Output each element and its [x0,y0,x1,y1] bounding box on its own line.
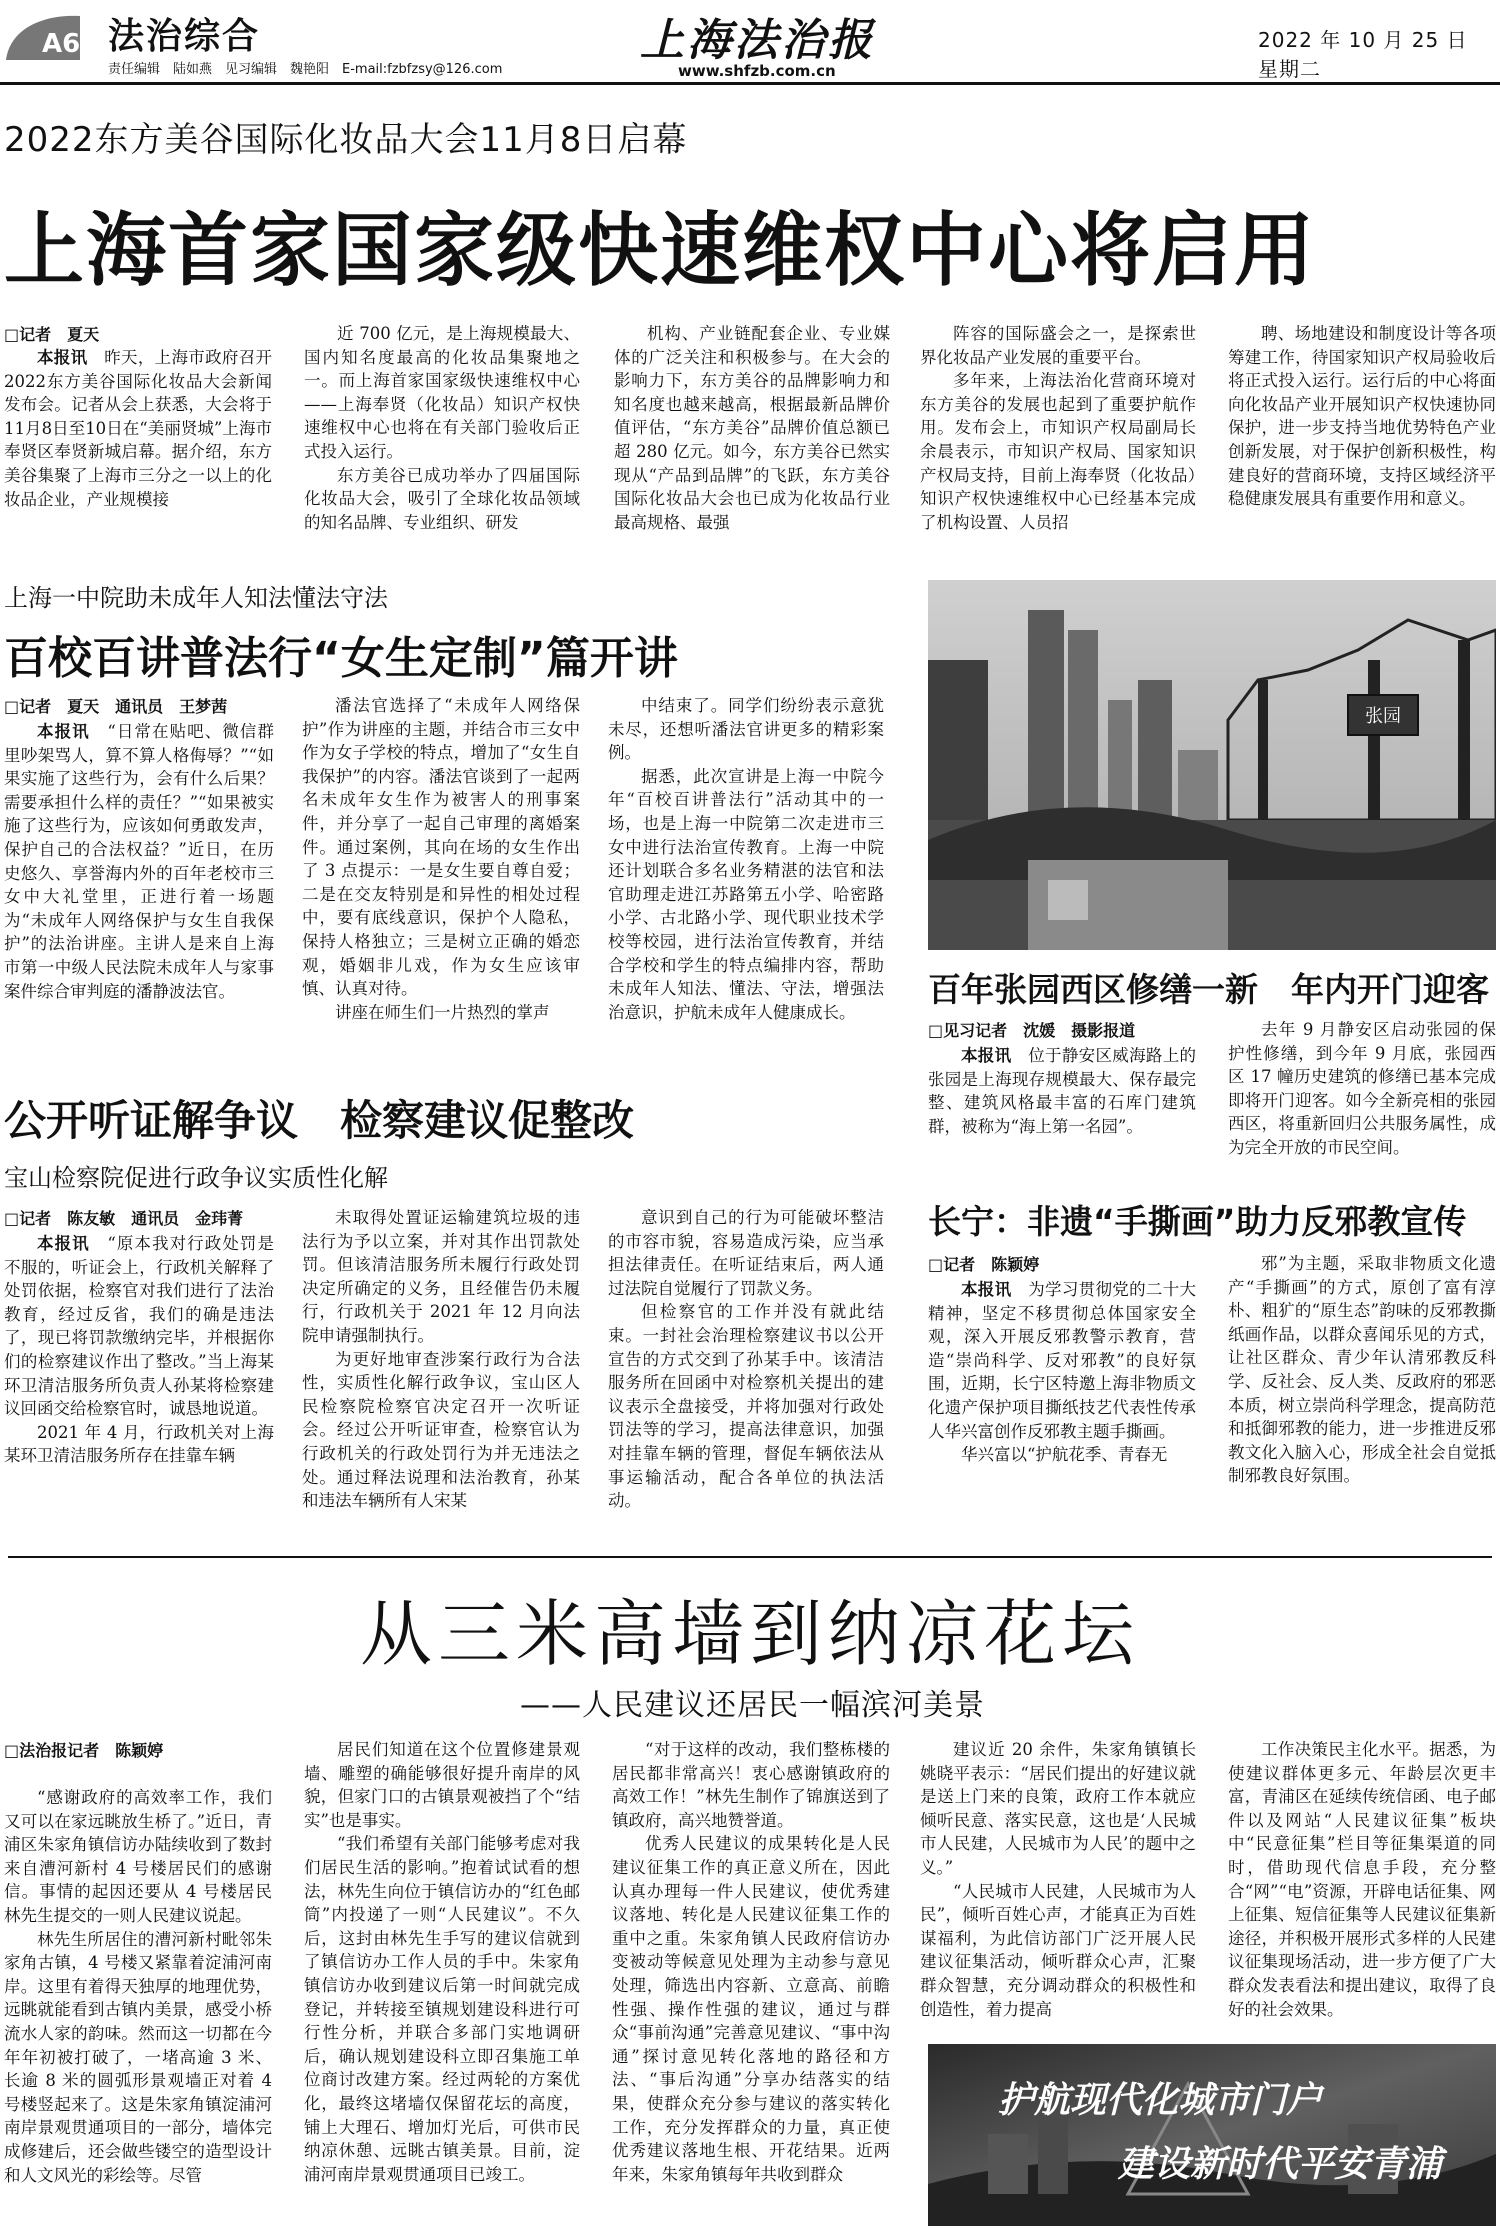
page-number: A6 [42,29,81,59]
article5-col1: 本报讯 为学习贯彻党的二十大精神，坚定不移贯彻总体国家安全观，深入开展反邪教警示教育，营造“崇尚科学、反对邪教”的良好氛围，近期，长宁区特邀上海非物质文化遗产保护项目撕纸技艺代表性传承人华兴富创作反邪教主题手撕画。 华兴富以“护航花季、青春无 [928,1280,1196,1465]
article6-col5: 工作决策民主化水平。据悉，为使建议群体更多元、年龄层次更丰富，青浦区在延续传统信函、电子邮件以及网站“人民建议征集”板块中“民意征集”栏目等征集渠道的同时，借助现代信息手段，充分整合“网”“电”资源，开辟电话征集、网上征集、短信征集等人民建议征集新途径，并积极开展形式多样的人民建议征集现场活动，进一步方便了广大群众发表看法和提出建议，取得了良好的社会效果。 [1228,1740,1496,2019]
article2-kicker: 上海一中院助未成年人知法懂法守法 [4,584,388,612]
article2-col1: 本报讯 “日常在贴吧、微信群里吵架骂人，算不算人格侮辱？”“如果实施了这些行为，会有什么后果？需要承担什么样的责任？”“如果被实施了这些行为，应该如何勇敢发声，保护自己的合法权益？”近日，在历史悠久、享誉海内外的百年老校市三女中大礼堂里，正进行着一场题为“未成年人网络保护与女生自我保护”的法治讲座。主讲人是来自上海市第一中级人民法院未成年人与家事案件综合审判庭的潘静波法官。 [4,722,274,1001]
article2-col2: 潘法官选择了“未成年人网络保护”作为讲座的主题，并结合市三女中作为女子学校的特点，增加了“女生自我保护”的内容。潘法官谈到了一起两名未成年女生作为被害人的刑事案件，并分享了一起自己审理的离婚案件。通过案例，其向在场的女生作出了 3 点提示：一是女生要自尊自爱；二是在交友特别是和异性的相处过程中，要有底线意识，保护个人隐私，保持人格独立；三是树立正确的婚恋观，婚姻非儿戏，作为女生应该审慎、认真对待。 讲座在师生们一片热烈的掌声 [302,696,580,1022]
article1-kicker: 2022东方美谷国际化妆品大会11月8日启幕 [4,120,688,160]
article6-col1: “感谢政府的高效率工作，我们又可以在家远眺放生桥了。”近日，青浦区朱家角镇信访办陆续收到了数封来自漕河新村 4 号楼居民们的感谢信。事情的起因还要从 4 号楼居民林先生提交的一则人民建议说起。 林先生所居住的漕河新村毗邻朱家角古镇，4 号楼又紧靠着淀浦河南岸。这里有着得天独厚的地理优势，远眺就能看到古镇内美景，感受小桥流水人家的韵味。然而这一切都在今年年初被打破了，一堵高逾 3 米、长逾 8 米的圆弧形景观墙正对着 4 号楼竖起来了。这是朱家角镇淀浦河南岸景观贯通项目的一部分，墙体完成修建后，还会做些镂空的造型设计和人文风光的彩绘等。尽管 [4,1788,272,2185]
article4-col1: 本报讯 位于静安区威海路上的张园是上海现存规模最大、保存最完整、建筑风格最丰富的石库门建筑群，被称为“海上第一名园”。 [928,1046,1196,1136]
article1-col5: 聘、场地建设和制度设计等各项筹建工作，待国家知识产权局验收后将正式投入运行。运行后的中心将面向化妆品产业开展知识产权快速协同保护，进一步支持当地优势特色产业创新发展，对于保护创新积极性，构建良好的营商环境，支持区域经济平稳健康发展具有重要作用和意义。 [1228,324,1496,509]
article3-subtitle: 宝山检察院促进行政争议实质性化解 [4,1164,388,1192]
article2-byline: □记者 夏天 通讯员 王梦茜 [4,697,228,716]
article1-byline: □记者 夏天 [4,325,100,344]
page-number-badge [4,12,82,64]
article3-col2: 未取得处置证运输建筑垃圾的违法行为予以立案，并对其作出罚款处罚。但该清洁服务所未履行行政处罚决定所确定的义务，且经催告仍未履行，行政机关于 2021 年 12 月向法院申请强制执行。 为更好地审查涉案行政行为合法性，实质性化解行政争议，宝山区人民检察院检察官决定召开一次听证会。经过公开听证审查，检察官认为行政机关的行政处罚行为并无违法之处。通过释法说理和法治教育，孙某和违法车辆所有人宋某 [302,1208,580,1511]
article5-byline: □记者 陈颖婷 [928,1255,1040,1274]
article6-col2: 居民们知道在这个位置修建景观墙、雕塑的确能够很好提升南岸的风貌，但家门口的古镇景观被挡了个“结实”也是事实。 “我们希望有关部门能够考虑对我们居民生活的影响。”抱着试试看的想法，林先生向位于镇信访办的“红色邮筒”内投递了一则“人民建议”。不久后，这封由林先生手写的建议信就到了镇信访办工作人员的手中。朱家角镇信访办收到建议后第一时间就完成登记，并转接至镇规划建设科进行可行性分析，并联合多部门实地调研后，确认规划建设科立即召集施工单位商讨改建方案。经过两轮的方案优化，最终这堵墙仅保留花坛的高度，铺上大理石、增加灯光后，可供市民纳凉休憩、远眺古镇美景。目前，淀浦河南岸景观贯通项目已竣工。 [304,1740,580,2184]
article1-col1: 本报讯 昨天，上海市政府召开2022东方美谷国际化妆品大会新闻发布会。记者从会上获悉，大会将于11月8日至10日在“美丽贤城”上海市奉贤区奉贤新城启幕。据介绍，东方美谷集聚了上海市三分之一以上的化妆品企业，产业规模接 [4,348,272,509]
article3-col1: 本报讯 “原本我对行政处罚是不服的，听证会上，行政机关解释了处罚依据，检察官对我们进行了法治教育，经过反省，我们的确是违法了，现已将罚款缴纳完毕，并根据你们的检察建议作出了整改。”当上海某环卫清洁服务所负责人孙某将检察建议回函交给检察官时，诚恳地说道。 2021 年 4 月，行政机关对上海某环卫清洁服务所存在挂靠车辆 [4,1234,274,1466]
article4-byline: □见习记者 沈媛 摄影报道 [928,1021,1136,1040]
zhangyuan-photo [928,580,1496,950]
article4-col2: 去年 9 月静安区启动张园的保护性修缮，到今年 9 月底，张园西区 17 幢历史建筑的修缮已基本完成即将开门迎客。如今全新亮相的张园西区，将重新回归公共服务属性，成为完全开放的市民空间。 [1228,1020,1496,1157]
article2-title: 百校百讲普法行“女生定制”篇开讲 [4,633,678,684]
banner-line1: 护航现代化城市门户 [998,2080,1323,2121]
article1-col2: 近 700 亿元，是上海规模最大、国内知名度最高的化妆品集聚地之一。而上海首家国家级快速维权中心——上海奉贤（化妆品）知识产权快速维权中心也将在有关部门验收后正式投入运行。 东方美谷已成功举办了四届国际化妆品大会，吸引了全球化妆品领域的知名品牌、专业组织、研发 [304,324,580,532]
banner-line2: 建设新时代平安青浦 [1118,2144,1443,2185]
article2-col3: 中结束了。同学们纷纷表示意犹未尽，还想听潘法官讲更多的精彩案例。 据悉，此次宣讲是上海一中院今年“百校百讲普法行”活动其中的一场，也是上海一中院第二次走进市三女中进行法治宣传教育。上海一中院还计划联合多名业务精湛的法官和法官助理走进江苏路第五小学、哈密路小学、古北路小学、现代职业技术学校等校园，进行法治宣传教育，并结合学校和学生的特点编排内容，帮助未成年人知法、懂法、守法，增强法治意识，护航未成年人健康成长。 [608,696,884,1022]
article1-col4: 阵容的国际盛会之一，是探索世界化妆品产业发展的重要平台。 多年来，上海法治化营商环境对东方美谷的发展也起到了重要护航作用。发布会上，市知识产权局副局长余晨表示，市知识产权局、国家知识产权局支持，目前上海奉贤（化妆品）知识产权快速维权中心已经基本完成了机构设置、人员招 [920,324,1196,532]
article5-col2: 邪”为主题，采取非物质文化遗产“手撕画”的方式，原创了富有淳朴、粗犷的“原生态”韵味的反邪教撕纸画作品，以群众喜闻乐见的方式，让社区群众、青少年认清邪教反科学、反社会、反人类、反政府的邪恶本质，树立崇尚科学理念，提高防范和抵御邪教的能力，进一步推进反邪教文化入脑入心，形成全社会自觉抵制邪教良好氛围。 [1228,1254,1496,1486]
article1-title: 上海首家国家级快速维权中心将启用 [4,204,1316,297]
article3-col3: 意识到自己的行为可能破坏整洁的市容市貌，容易造成污染，应当承担法律责任。在听证结束后，两人通过法院自觉履行了罚款义务。 但检察官的工作并没有就此结束。一封社会治理检察建议书以公开宣告的方式交到了孙某手中。该清洁服务所在回函中对检察机关提出的建议表示全盘接受，并将加强对行政处罚法等的学习，提高法律意识，加强对挂靠车辆的管理，督促车辆依法从事运输活动，配合各单位的执法活动。 [608,1208,884,1511]
article6-col3: “对于这样的改动，我们整栋楼的居民都非常高兴！衷心感谢镇政府的高效工作！”林先生制作了锦旗送到了镇政府，高兴地赞誉道。 优秀人民建议的成果转化是人民建议征集工作的真正意义所在，因此认真办理每一件人民建议，使优秀建议落地、转化是人民建议征集工作的重中之重。朱家角镇人民政府信访办变被动等候意见处理为主动参与意见处理，筛选出内容新、立意高、前瞻性强、操作性强的建议，通过与群众“事前沟通”完善意见建议、“事中沟通”探讨意见转化落地的路径和方法、“事后沟通”分享办结落实的结果，使群众充分参与建议的落实转化工作，充分发挥群众的力量，真正使优秀建议落地生根、开花结果。近两年来，朱家角镇每年共收到群众 [612,1740,890,2184]
issue-date: 2022 年 10 月 25 日 星期二 [1258,28,1489,81]
article6-subtitle: ——人民建议还居民一幅滨河美景 [520,1688,985,1723]
masthead-rule [0,82,1500,85]
newspaper-url: www.shfzb.com.cn [678,62,836,80]
newspaper-logo: 上海法治报 [640,15,875,66]
section-name: 法治综合 [108,16,261,57]
zhangyuan-photo-image [928,580,1496,950]
article4-title: 百年张园西区修缮一新 年内开门迎客 [928,970,1489,1009]
article6-col4: 建议近 20 余件，朱家角镇镇长姚晓平表示：“居民们提出的好建议就是送上门来的良策，政府工作本就应倾听民意、落实民意，这也是‘人民城市人民建，人民城市为人民’的题中之义。” “人民城市人民建，人民城市为人民”，倾听百姓心声，才能真正为百姓谋福利，为此信访部门广泛开展人民建议征集活动，倾听群众心声，汇聚群众智慧，充分调动群众的积极性和创造性，着力提高 [920,1740,1196,2019]
article3-byline: □记者 陈友敏 通讯员 金玮菁 [4,1209,244,1228]
pingan-qingpu-banner [928,2044,1496,2226]
article6-title: 从三米高墙到纳凉花坛 [359,1592,1140,1676]
article3-title: 公开听证解争议 检察建议促整改 [4,1096,635,1145]
section-divider [8,1556,1492,1558]
article6-byline: □法治报记者 陈颖婷 [4,1741,164,1760]
editors-line: 责任编辑 陆如燕 见习编辑 魏艳阳 E-mail:fzbfzsy@126.com [108,62,503,77]
article5-title: 长宁：非遗“手撕画”助力反邪教宣传 [928,1202,1467,1241]
photo-sign-text: 张园 [1365,706,1401,727]
article1-col3: 机构、产业链配套企业、专业媒体的广泛关注和积极参与。在大会的影响力下，东方美谷的品牌影响力和知名度也越来越高，根据最新品牌价值评估，“东方美谷”品牌价值总额已超 280 亿元。如今，东方美谷已然实现从“产品到品牌”的飞跃，东方美谷国际化妆品大会也已成为化妆品行业最高规格、最强 [614,324,890,532]
